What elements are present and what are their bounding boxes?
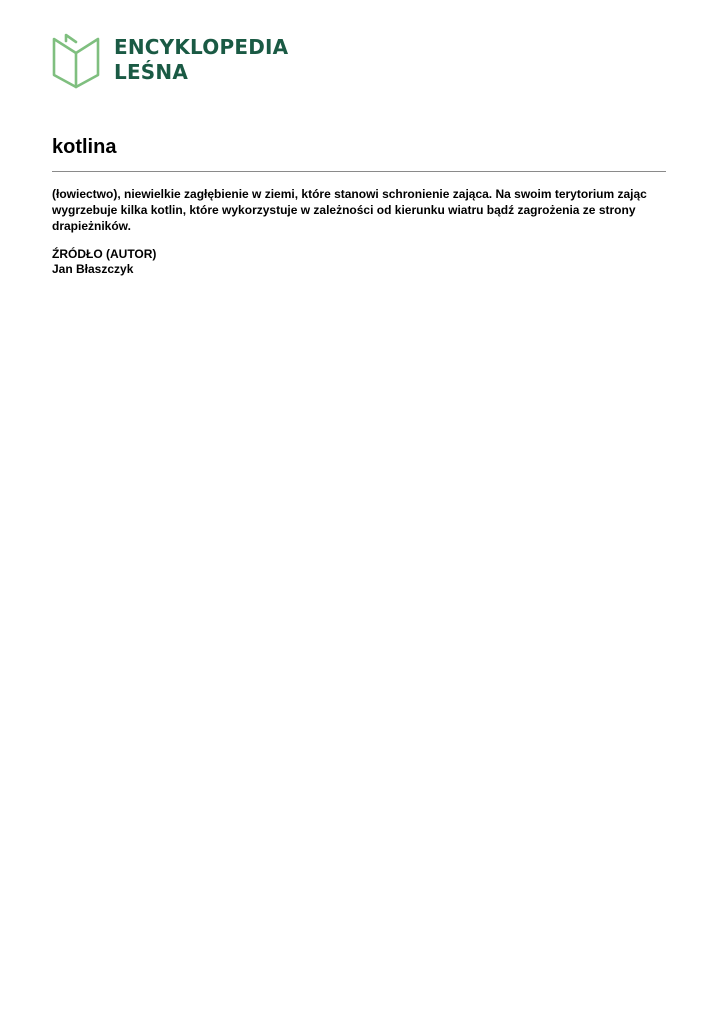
source-section [52,247,156,277]
source-author: Jan Błaszczyk [52,262,134,276]
source-label: ŹRÓDŁO (AUTOR) [52,247,157,261]
logo-title-line2: LEŚNA [114,60,189,84]
entry-title: kotlina [52,136,117,158]
logo [52,33,288,89]
logo-title-line1: ENCYKLOPEDIA [114,35,289,59]
open-book-icon [52,33,100,89]
title-divider [52,171,666,172]
logo-wordmark [114,35,288,85]
entry-definition: (łowiectwo), niewielkie zagłębienie w ziemi, które stanowi schronienie zająca. Na swoim terytorium zając wygrzebuje kilka kotlin, które wykorzystuje w zależności od kierunku wiatru bądź zagrożenia ze strony drapieżników. [52,187,647,233]
